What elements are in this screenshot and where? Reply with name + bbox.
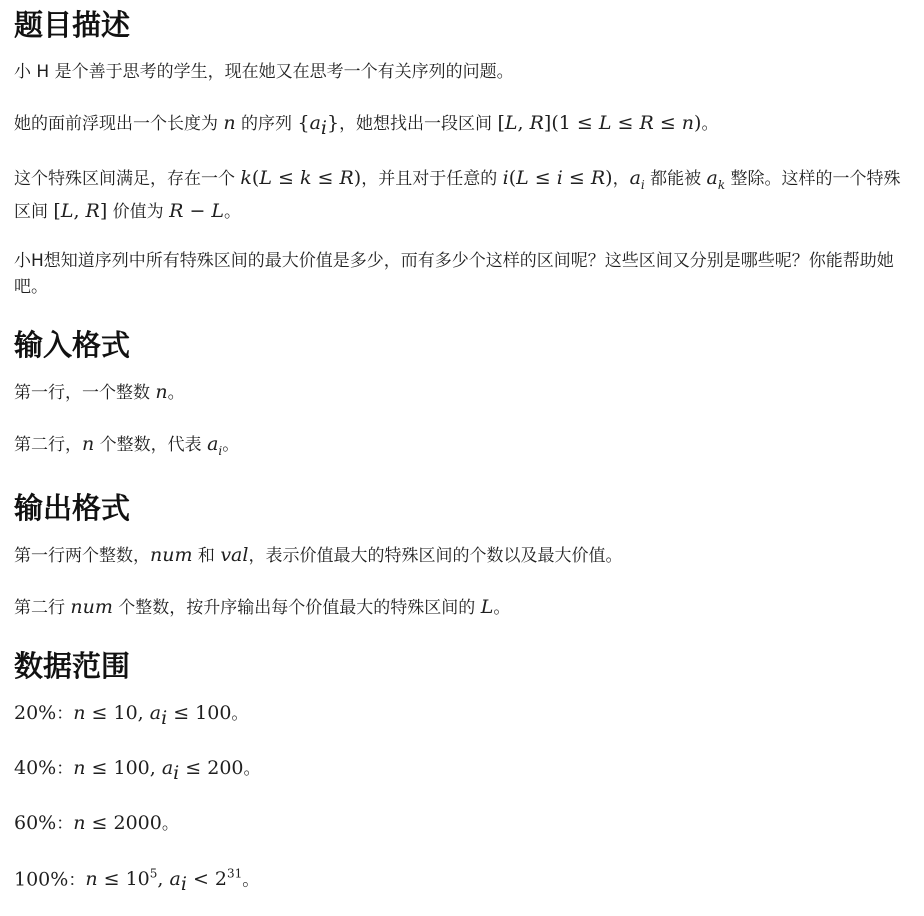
section-title-input: 输入格式 <box>14 327 131 362</box>
output-line2: 第二行 num 个整数，按升序输出每个价值最大的特殊区间的 L。 <box>14 596 511 619</box>
math-ak: $a_k$ <box>706 166 726 192</box>
range-item-40: 40%：n ≤ 100, $a_i \le 200$。 <box>14 757 261 784</box>
section-title-description: 题目描述 <box>14 8 131 42</box>
section-title-output: 输出格式 <box>14 491 131 526</box>
math-ai: $a_i$ <box>207 432 223 458</box>
math-L: L <box>480 596 494 619</box>
math-n: n <box>155 380 168 403</box>
input-line1: 第一行，一个整数 n。 <box>14 380 185 403</box>
math-n: n <box>223 112 236 134</box>
math-range-expr: n ≤ 100, $a_i \le 200$ <box>73 757 244 784</box>
math-i-range: i(L ≤ i ≤ R) <box>502 166 613 189</box>
math-n: n <box>82 432 95 455</box>
math-val: val <box>220 544 249 567</box>
range-item-20: 20%：n ≤ 10, $a_i \le 100$。 <box>14 702 249 730</box>
math-value: R − L <box>169 199 225 222</box>
description-p2: 她的面前浮现出一个长度为 n 的序列 $\{a_i\}$，她想找出一段区间 [L, R](1 ≤ L ≤ R ≤ n)。 <box>14 112 719 139</box>
math-num: num <box>150 544 193 567</box>
math-range-expr: n ≤ 10, $a_i \le 100$ <box>73 702 232 730</box>
output-line1: 第一行两个整数，num 和 val，表示价值最大的特殊区间的个数以及最大价值。 <box>14 544 623 567</box>
range-item-100: 100%：$n \le 10^5$, $a_i < 2^{31}$。 <box>14 866 260 896</box>
math-k-range: k(L ≤ k ≤ R) <box>240 166 362 189</box>
math-interval-LR: [L, R] <box>53 199 108 222</box>
input-line2: 第二行，n 个整数，代表 $a_i$。 <box>14 432 240 458</box>
math-range-expr: n ≤ 2000 <box>73 811 162 834</box>
description-p4: 小H想知道序列中所有特殊区间的最大价值是多少，而有多少个这样的区间呢？这些区间又分别是哪些呢？你能帮助她吧。 <box>14 250 894 297</box>
description-p3: 这个特殊区间满足，存在一个 k(L ≤ k ≤ R)，并且对于任意的 i(L ≤ i ≤ R)，$a_i$ 都能被 $a_k$ 整除。这样的一个特殊区间 [L, R] 价值为 R − L。 <box>14 166 901 222</box>
math-interval: [L, R](1 ≤ L ≤ R ≤ n) <box>497 112 702 134</box>
math-sequence: $\{a_i\}$ <box>297 112 340 139</box>
math-ai: $a_i$ <box>629 166 645 192</box>
description-p1: 小 H 是个善于思考的学生，现在她又在思考一个有关序列的问题。 <box>14 62 514 82</box>
range-item-60: 60%：n ≤ 2000。 <box>14 811 179 834</box>
math-range-expr: $n \le 10^5$, $a_i < 2^{31}$ <box>85 866 243 896</box>
math-num: num <box>70 596 113 619</box>
section-title-range: 数据范围 <box>14 649 131 684</box>
